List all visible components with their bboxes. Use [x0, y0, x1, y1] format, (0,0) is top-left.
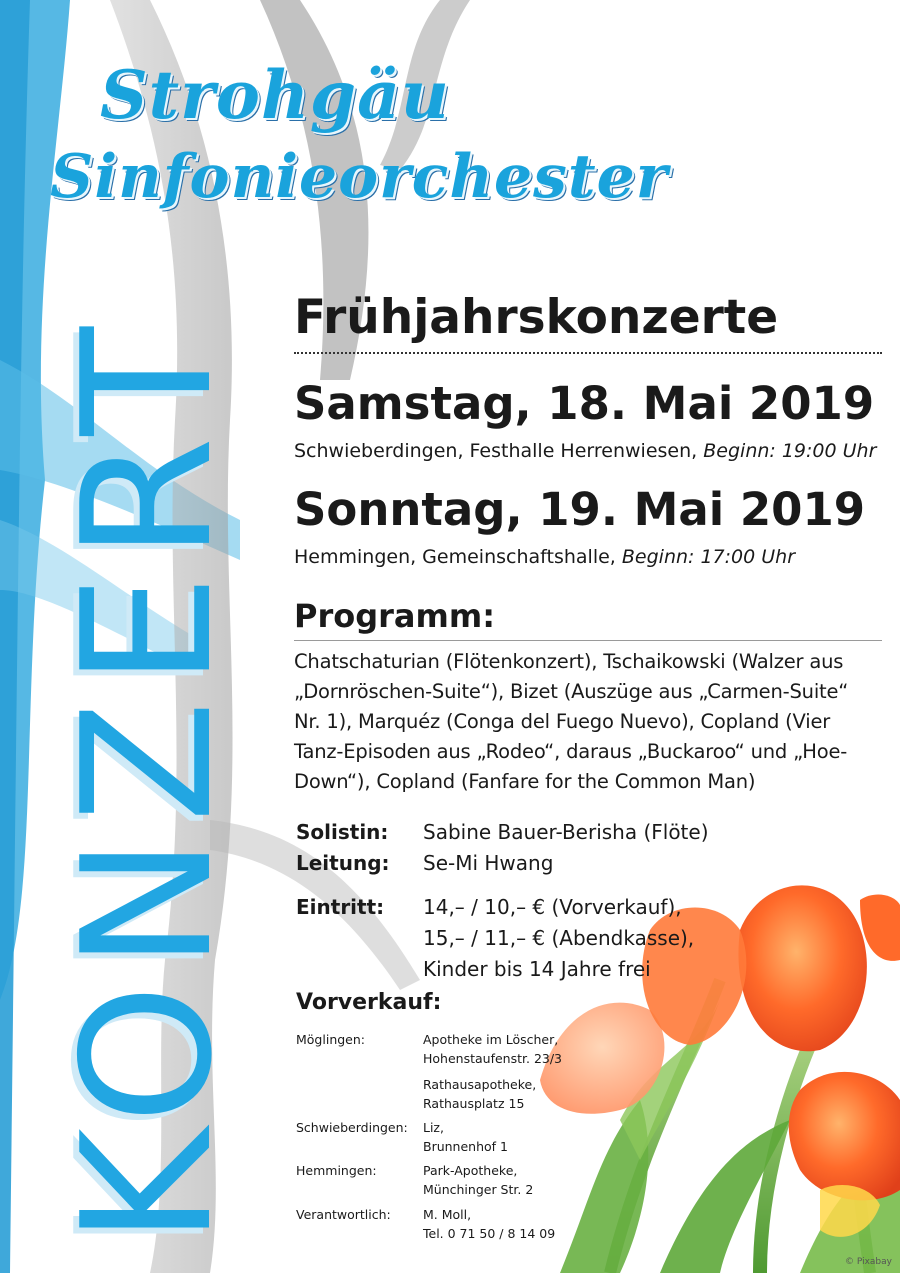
admission-label: Eintritt:: [296, 895, 385, 919]
presale-schwieberdingen-a: Liz,: [423, 1120, 444, 1135]
program-heading: Programm:: [294, 597, 495, 635]
program-divider: [294, 640, 882, 641]
event-venue-1-time: Beginn: 19:00 Uhr: [703, 440, 877, 462]
conductor-value: Se-Mi Hwang: [423, 851, 554, 875]
soloist-label: Solistin:: [296, 820, 389, 844]
vertical-title-wrap: [44, 225, 251, 1245]
title-divider: [294, 352, 882, 354]
presale-heading: Vorverkauf:: [296, 990, 442, 1015]
responsible-phone: Tel. 0 71 50 / 8 14 09: [423, 1226, 556, 1241]
presale-schwieberdingen-b: Brunnenhof 1: [423, 1139, 508, 1154]
orchestra-name-line1: Strohgäu: [100, 56, 450, 134]
presale-moeglingen-2a: Rathausapotheke,: [423, 1077, 537, 1092]
presale-schwieberdingen-label: Schwieberdingen:: [296, 1120, 408, 1135]
presale-moeglingen-2b: Rathausplatz 15: [423, 1096, 525, 1111]
presale-hemmingen-label: Hemmingen:: [296, 1163, 377, 1178]
program-text: Chatschaturian (Flötenkonzert), Tschaikowski (Walzer aus „Dornröschen-Suite“), Bizet (Auszüge aus „Carmen-Suite“ Nr. 1), Marquéz (Conga del Fuego Nuevo), Copland (Vier Tanz-Episoden aus „Rodeo“, daraus „Buckaroo“ und „Hoe-Down“), Copland (Fanfare for the Common Man): [294, 650, 849, 793]
page-title: Frühjahrskonzerte: [294, 290, 779, 345]
orchestra-name-line2: Sinfonieorchester: [50, 142, 669, 212]
conductor-label: Leitung:: [296, 851, 390, 875]
presale-moeglingen-1a: Apotheke im Löscher,: [423, 1032, 559, 1047]
presale-hemmingen-a: Park-Apotheke,: [423, 1163, 518, 1178]
event-date-2: Sonntag, 19. Mai 2019: [294, 483, 866, 536]
admission-line-2: 15,– / 11,– € (Abendkasse),: [423, 926, 695, 950]
presale-moeglingen-label: Möglingen:: [296, 1032, 365, 1047]
event-venue-2: [294, 544, 884, 570]
responsible-name: M. Moll,: [423, 1207, 472, 1222]
vertical-title: KONZERT: [44, 312, 251, 1245]
admission-line-3: Kinder bis 14 Jahre frei: [423, 957, 651, 981]
presale-moeglingen-1b: Hohenstaufenstr. 23/3: [423, 1051, 563, 1066]
main-content: [294, 290, 884, 797]
responsible-label: Verantwortlich:: [296, 1207, 391, 1222]
admission-line-1: 14,– / 10,– € (Vorverkauf),: [423, 895, 682, 919]
event-venue-1-place: Schwieberdingen, Festhalle Herrenwiesen,: [294, 440, 698, 462]
image-credit: © Pixabay: [845, 1257, 892, 1267]
soloist-value: Sabine Bauer-Berisha (Flöte): [423, 820, 709, 844]
presale-hemmingen-b: Münchinger Str. 2: [423, 1182, 534, 1197]
event-venue-2-time: Beginn: 17:00 Uhr: [621, 546, 796, 568]
event-date-1: Samstag, 18. Mai 2019: [294, 377, 875, 430]
event-venue-2-place: Hemmingen, Gemeinschaftshalle,: [294, 546, 616, 568]
event-venue-1: [294, 438, 884, 464]
